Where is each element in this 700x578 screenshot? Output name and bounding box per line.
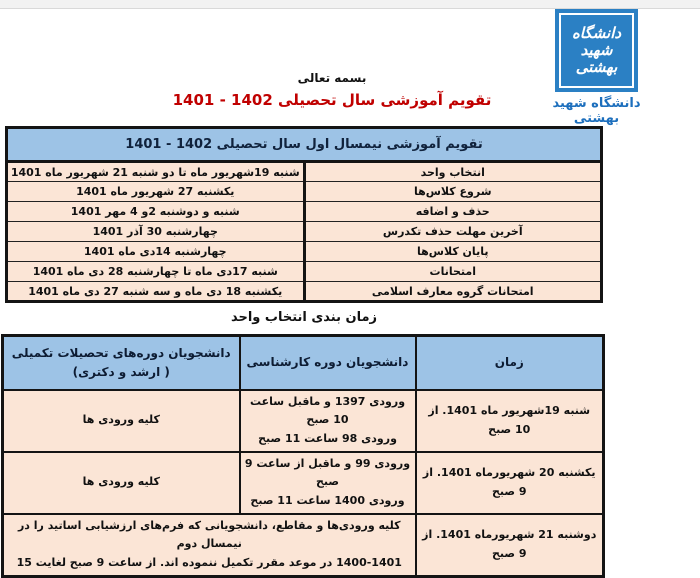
selection-table-header-row [3,336,604,390]
table-row [7,202,602,222]
undergraduate-cell-line1: ورودی 99 و ماقبل از ساعت 9 صبح [244,456,411,489]
date-cell: شنبه و دوشنبه 2و 4 مهر 1401 [7,202,305,222]
logo-word-3: بهشتی [575,58,618,77]
merged-cell-line2: 1400-1401 در موعد مقرر تکمیل ننموده اند. از ساعت 9 صبح لغایت 15 [16,556,402,569]
top-divider [0,0,700,9]
table-row [7,242,602,262]
date-cell: یکشنبه 18 دی ماه و سه شنبه 27 دی ماه 1401 [7,282,305,302]
undergraduate-cell [240,452,416,514]
event-cell: پایان کلاس‌ها [304,242,602,262]
date-cell: شنبه 17دی ماه تا چهارشنبه 28 دی ماه 1401 [7,262,305,282]
event-cell: امتحانات [304,262,602,282]
university-name: دانشگاه شهید بهشتی [552,96,641,126]
undergraduate-cell-line2: ورودی 1400 ساعت 11 صبح [250,493,405,507]
event-cell: شروع کلاس‌ها [304,182,602,202]
col-header-graduate [3,336,240,390]
undergraduate-cell-line2: ورودی 98 ساعت 11 صبح [258,431,397,445]
undergraduate-cell [240,390,416,452]
merged-cell-line1: کلیه ورودی‌ها و مقاطع، دانشجویانی که فرم‌های ارزشیابی اساتید را در نیمسال دوم [17,518,401,551]
table-row [7,222,602,242]
table-row [3,390,604,452]
time-cell: یکشنبه 20 شهریورماه 1401. از 9 صبح [416,452,604,514]
graduate-cell: کلیه ورودی ها [3,452,240,514]
semester-table-title: تقویم آموزشی نیمسال اول سال تحصیلی 1402 - 1401 [7,128,602,162]
selection-timing-table [1,334,605,578]
col-header-graduate-line2: ( ارشد و دکتری) [72,364,170,379]
undergraduate-cell-line1: ورودی 1397 و ماقبل ساعت 10 صبح [249,394,406,427]
date-cell: شنبه 19شهریور ماه تا دو شنبه 21 شهریور ماه 1401 [7,162,305,182]
table-row [3,452,604,514]
logo-word-1: دانشگاه [571,23,622,42]
event-cell: حذف و اضافه [304,202,602,222]
graduate-cell: کلیه ورودی ها [3,390,240,452]
col-header-time: زمان [416,336,604,390]
event-cell: آخرین مهلت حذف تکدرس [304,222,602,242]
table-row [7,262,602,282]
table-row [3,514,604,577]
event-cell: امتحانات گروه معارف اسلامی [304,282,602,302]
date-cell: چهارشنبه 30 آذر 1401 [7,222,305,242]
date-cell: یکشنبه 27 شهریور ماه 1401 [7,182,305,202]
logo-word-2: شهید [580,40,613,59]
table-row [7,282,602,302]
merged-all-students-cell [3,514,416,577]
event-cell: انتخاب واحد [304,162,602,182]
semester-calendar-table [5,126,603,303]
table-row [7,162,602,182]
semester-table-header-row [7,128,602,162]
time-cell: دوشنبه 21 شهریورماه 1401. از 9 صبح [416,514,604,577]
selection-schedule-title: زمان بندی انتخاب واحد [230,310,378,325]
bismillah-text: بسمه تعالی [297,71,367,85]
time-cell: شنبه 19شهریور ماه 1401. از 10 صبح [416,390,604,452]
table-row [7,182,602,202]
date-cell: چهارشنبه 14دی ماه 1401 [7,242,305,262]
col-header-undergraduate: دانشجویان دوره کارشناسی [240,336,416,390]
page-title: تقویم آموزشی سال تحصیلی 1402 - 1401 [172,91,492,109]
col-header-graduate-line1: دانشجویان دوره‌های تحصیلات تکمیلی [11,345,231,360]
